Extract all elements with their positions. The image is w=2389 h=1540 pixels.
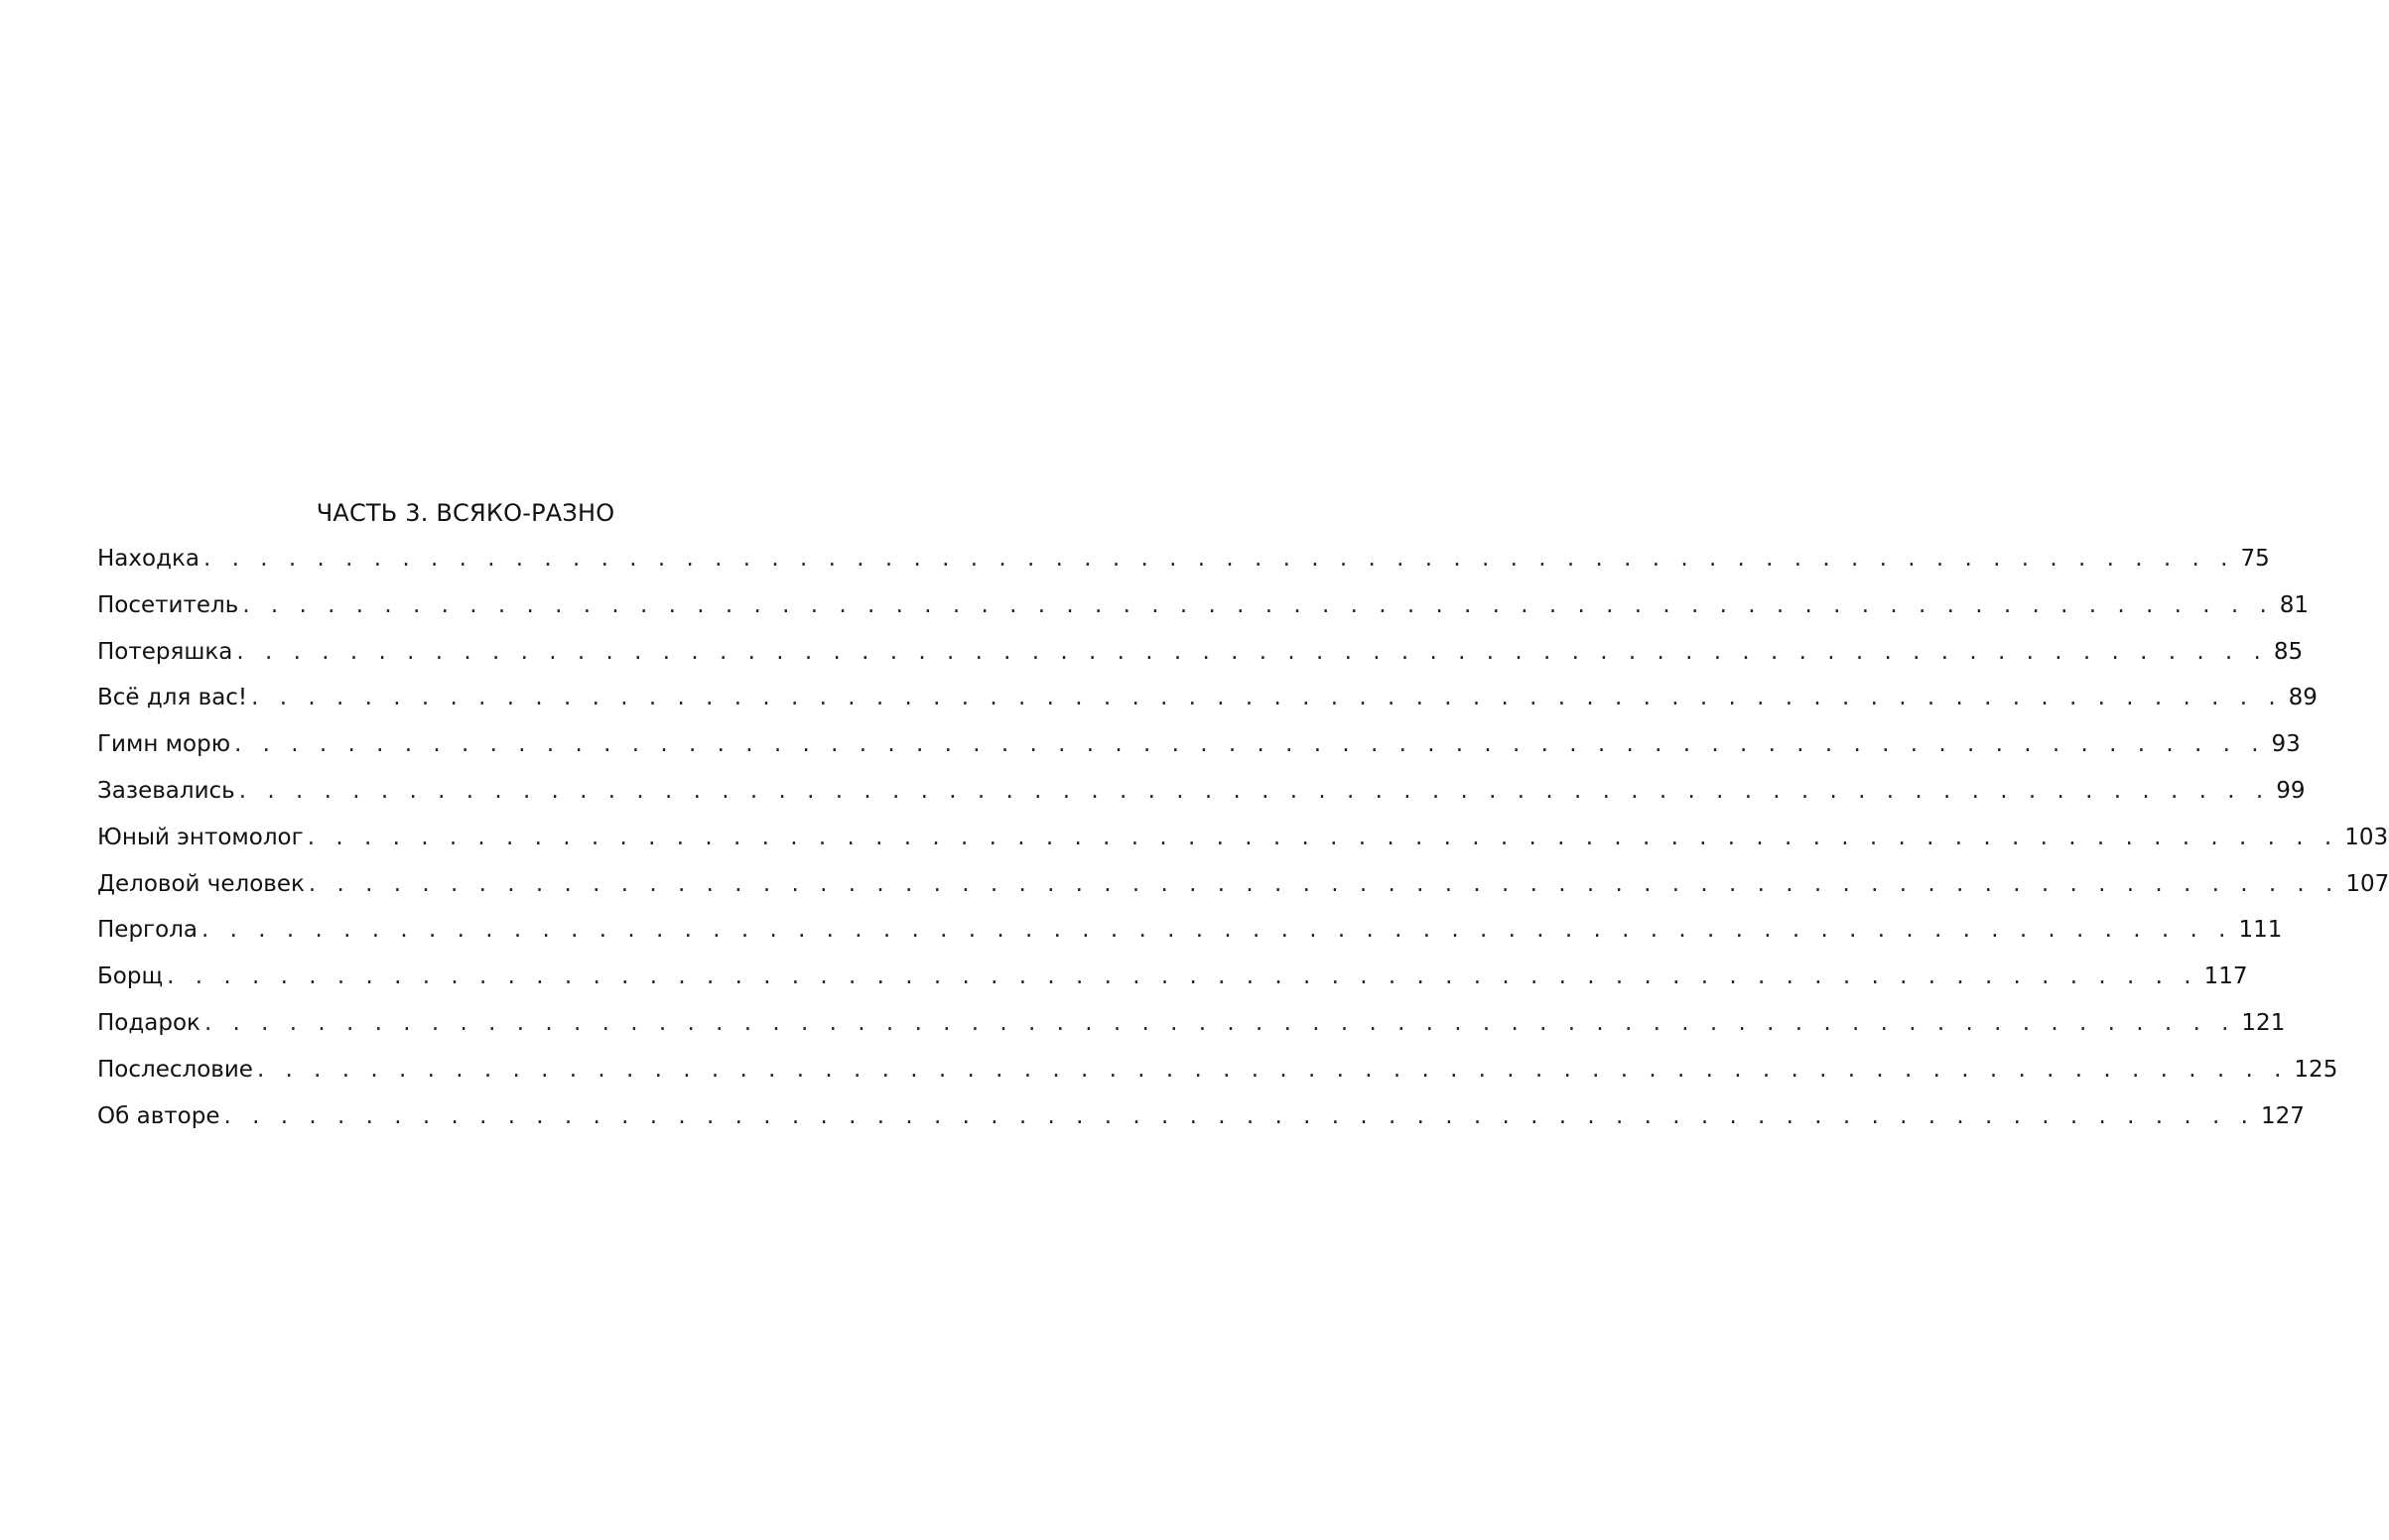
toc-entry bbox=[97, 815, 2389, 861]
page-number: 85 bbox=[2273, 638, 2304, 665]
page-number: 99 bbox=[2276, 777, 2306, 804]
toc-entry bbox=[97, 861, 2389, 908]
entry-title: Находка bbox=[97, 546, 199, 572]
toc-entry bbox=[97, 954, 2248, 1000]
entry-title: Гимн морю bbox=[97, 731, 231, 758]
dot-leader: . . . . . . . . . . . . . . . . . . . . . . . . . . . . . . . . . . . . . . . . . . . . . . . . . . . . . . . . . . . . . . . . . . . . . . . . bbox=[201, 917, 2233, 944]
page-number: 93 bbox=[2271, 731, 2301, 758]
toc-entry bbox=[97, 582, 2310, 629]
toc-entry bbox=[97, 1093, 2305, 1140]
entry-title: Об авторе bbox=[97, 1102, 220, 1129]
dot-leader: . . . . . . . . . . . . . . . . . . . . . . . . . . . . . . . . . . . . . . . . . . . . . . . . . . . . . . . . . . . . . . . . . . . . . . . . bbox=[251, 685, 2283, 711]
dot-leader: . . . . . . . . . . . . . . . . . . . . . . . . . . . . . . . . . . . . . . . . . . . . . . . . . . . . . . . . . . . . . . . . . . . . . . . . bbox=[223, 1102, 2255, 1129]
dot-leader: . . . . . . . . . . . . . . . . . . . . . . . . . . . . . . . . . . . . . . . . . . . . . . . . . . . . . . . . . . . . . . . . . . . . . . . . bbox=[167, 963, 2198, 990]
page-number: 125 bbox=[2294, 1056, 2338, 1083]
toc-entry bbox=[97, 675, 2318, 721]
page-number: 103 bbox=[2344, 824, 2389, 850]
entry-title: Всё для вас! bbox=[97, 685, 248, 711]
page-number: 107 bbox=[2345, 870, 2389, 897]
page-number: 117 bbox=[2203, 963, 2248, 990]
page-number: 111 bbox=[2238, 917, 2283, 944]
dot-leader: . . . . . . . . . . . . . . . . . . . . . . . . . . . . . . . . . . . . . . . . . . . . . . . . . . . . . . . . . . . . . . . . . . . . . . . . bbox=[238, 777, 2271, 804]
entry-title: Потеряшка bbox=[97, 638, 233, 665]
toc-entry bbox=[97, 1047, 2338, 1093]
dot-leader: . . . . . . . . . . . . . . . . . . . . . . . . . . . . . . . . . . . . . . . . . . . . . . . . . . . . . . . . . . . . . . . . . . . . . . . . bbox=[307, 824, 2339, 850]
dot-leader: . . . . . . . . . . . . . . . . . . . . . . . . . . . . . . . . . . . . . . . . . . . . . . . . . . . . . . . . . . . . . . . . . . . . . . . . bbox=[203, 1009, 2236, 1036]
toc-list bbox=[97, 536, 2389, 1139]
entry-title: Борщ bbox=[97, 963, 164, 990]
entry-title: Юный энтомолог bbox=[97, 824, 304, 850]
section-heading: ЧАСТЬ 3. ВСЯКО-РАЗНО bbox=[316, 499, 615, 527]
dot-leader: . . . . . . . . . . . . . . . . . . . . . . . . . . . . . . . . . . . . . . . . . . . . . . . . . . . . . . . . . . . . . . . . . . . . . . . . bbox=[242, 591, 2274, 618]
page-number: 127 bbox=[2260, 1102, 2305, 1129]
toc-entry bbox=[97, 629, 2304, 676]
dot-leader: . . . . . . . . . . . . . . . . . . . . . . . . . . . . . . . . . . . . . . . . . . . . . . . . . . . . . . . . . . . . . . . . . . . . . . . . bbox=[236, 638, 2268, 665]
dot-leader: . . . . . . . . . . . . . . . . . . . . . . . . . . . . . . . . . . . . . . . . . . . . . . . . . . . . . . . . . . . . . . . . . . . . . . . . bbox=[234, 731, 2266, 758]
entry-title: Зазевались bbox=[97, 777, 235, 804]
dot-leader: . . . . . . . . . . . . . . . . . . . . . . . . . . . . . . . . . . . . . . . . . . . . . . . . . . . . . . . . . . . . . . . . . . . . . . . . bbox=[256, 1056, 2289, 1083]
entry-title: Посетитель bbox=[97, 591, 239, 618]
toc-entry bbox=[97, 768, 2306, 815]
page-number: 81 bbox=[2279, 591, 2310, 618]
entry-title: Послесловие bbox=[97, 1056, 253, 1083]
entry-title: Деловой человек bbox=[97, 870, 305, 897]
page-number: 89 bbox=[2288, 685, 2318, 711]
toc-entry bbox=[97, 1000, 2286, 1047]
entry-title: Подарок bbox=[97, 1009, 200, 1036]
entry-title: Пергола bbox=[97, 917, 198, 944]
toc-entry bbox=[97, 907, 2283, 954]
toc-entry bbox=[97, 536, 2270, 582]
toc-entry bbox=[97, 721, 2301, 768]
dot-leader: . . . . . . . . . . . . . . . . . . . . . . . . . . . . . . . . . . . . . . . . . . . . . . . . . . . . . . . . . . . . . . . . . . . . . . . . bbox=[308, 870, 2340, 897]
dot-leader: . . . . . . . . . . . . . . . . . . . . . . . . . . . . . . . . . . . . . . . . . . . . . . . . . . . . . . . . . . . . . . . . . . . . . . . . bbox=[202, 546, 2235, 572]
page-number: 75 bbox=[2240, 546, 2270, 572]
page-number: 121 bbox=[2241, 1009, 2286, 1036]
